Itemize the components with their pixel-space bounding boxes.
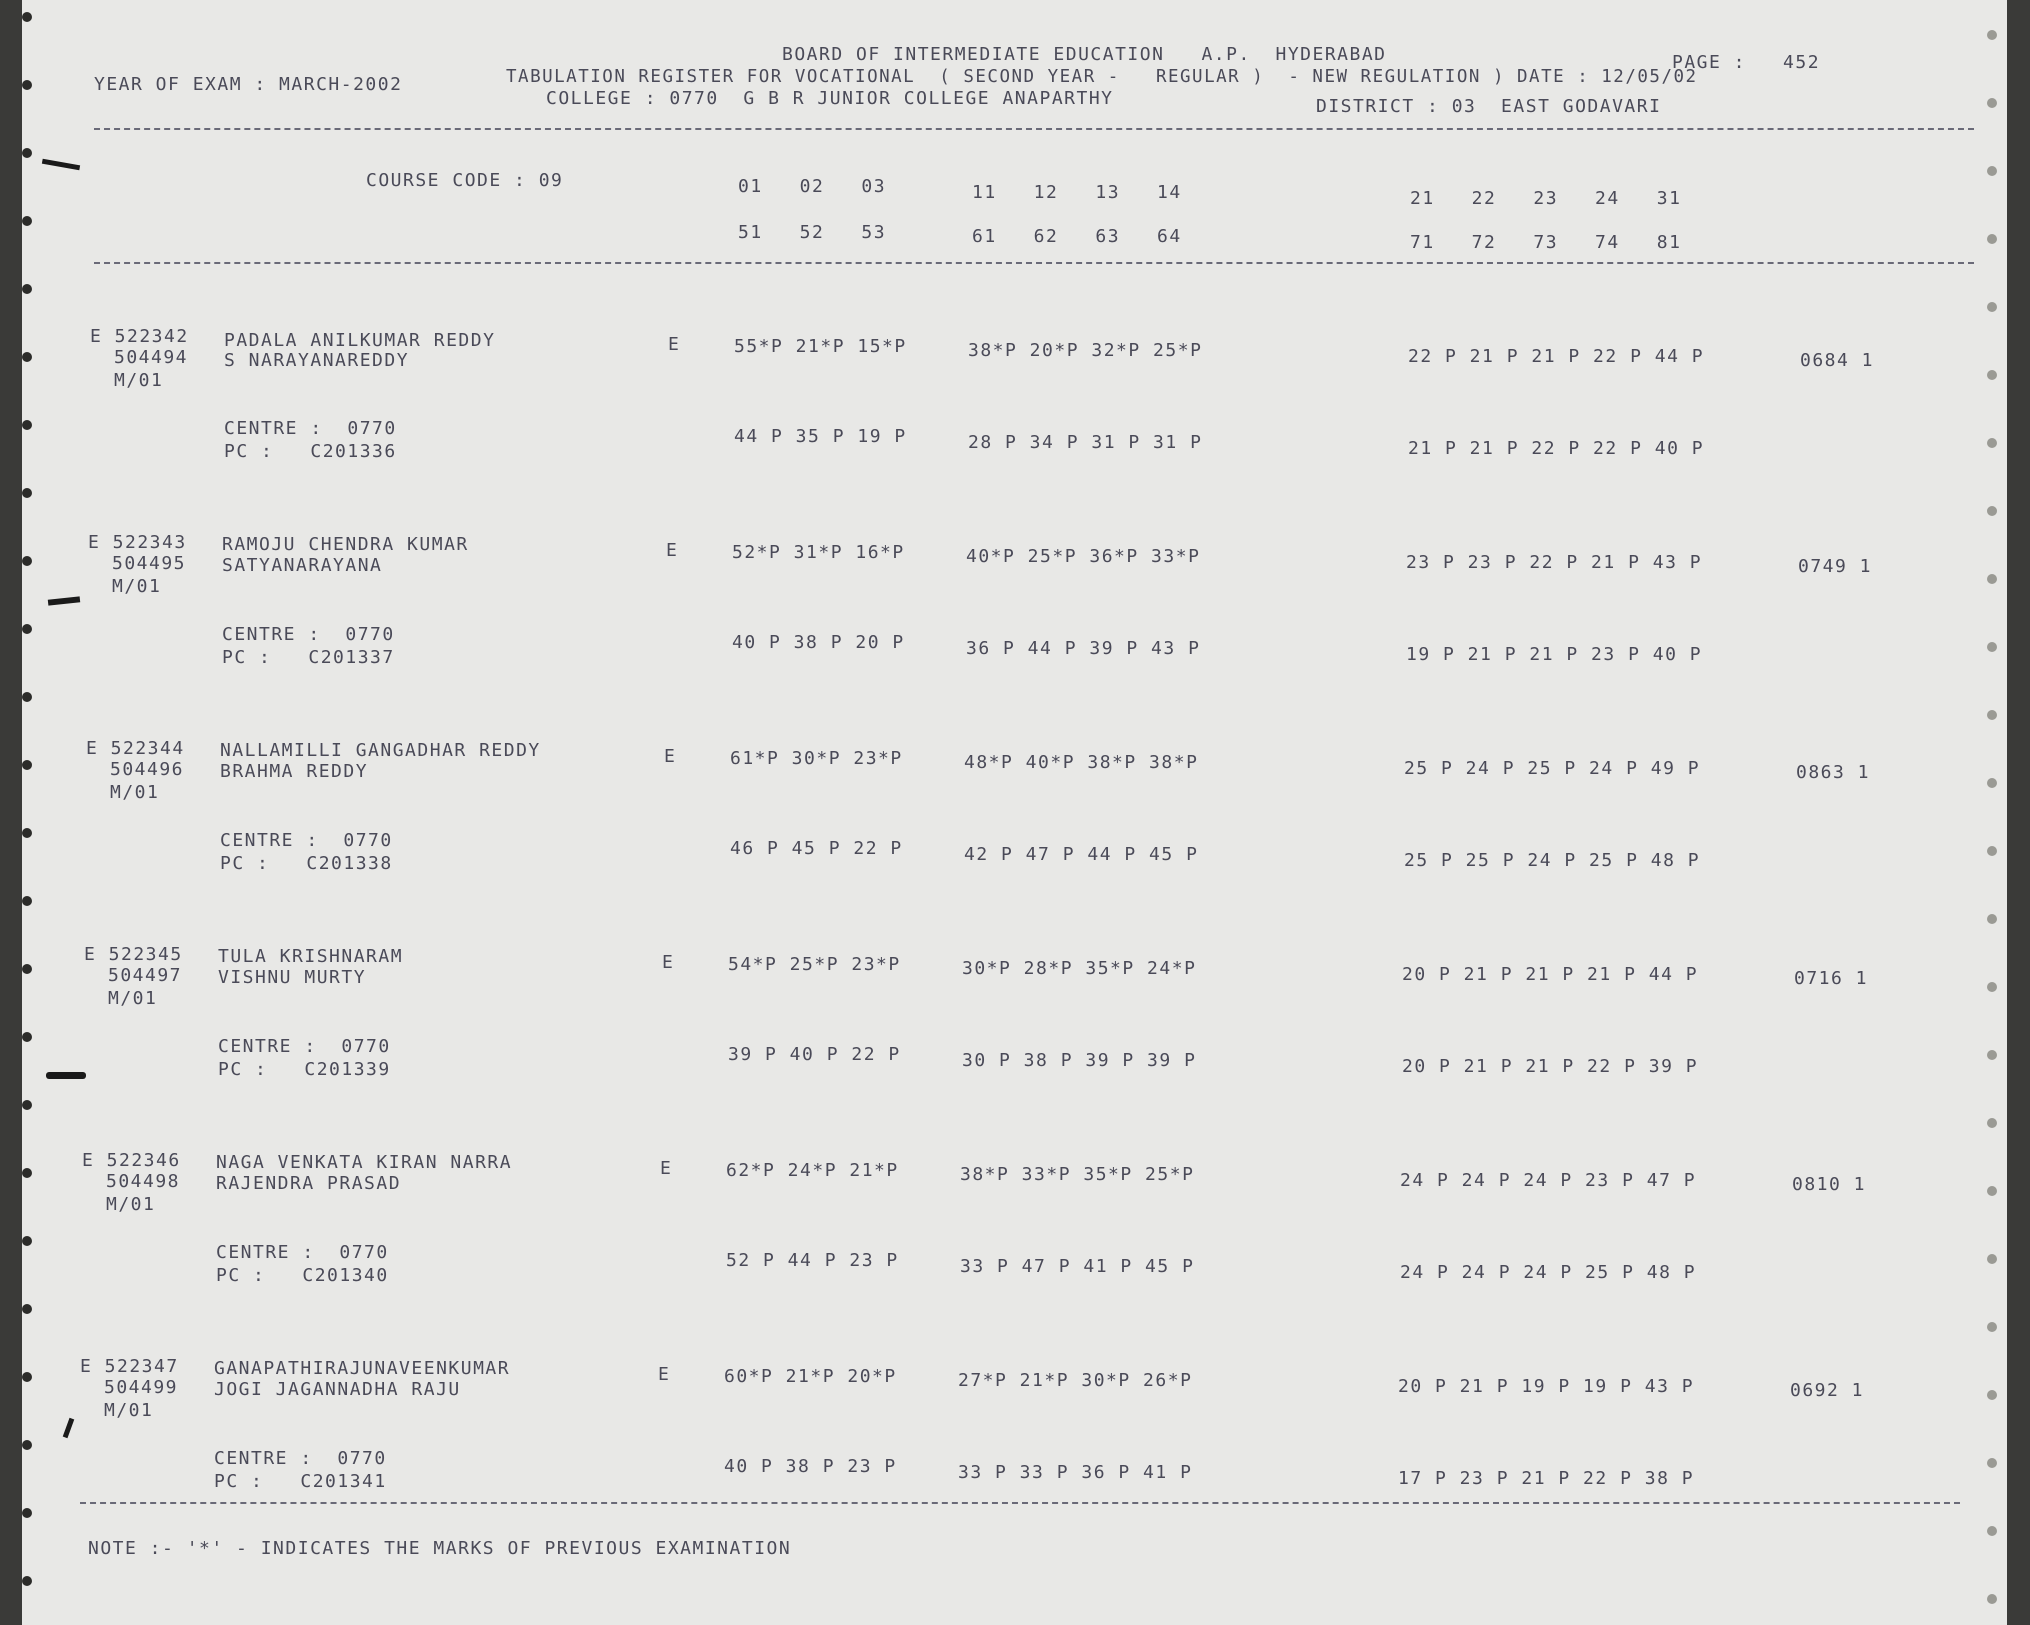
marks-attempt2-group2: 42 P 47 P 44 P 45 P (964, 844, 1199, 865)
page-number: PAGE : 452 (1672, 52, 1821, 73)
feed-hole (1987, 438, 1997, 448)
student-roll: 504494 (114, 347, 189, 368)
marks-attempt2-group3: 20 P 21 P 21 P 22 P 39 P (1402, 1056, 1699, 1077)
marks-attempt1-group3: 20 P 21 P 21 P 21 P 44 P (1402, 964, 1699, 985)
student-group: M/01 (104, 1400, 154, 1421)
binding-hole (22, 692, 32, 702)
binding-hole (22, 964, 32, 974)
feed-hole (1987, 1594, 1997, 1604)
total-marks: 0716 1 (1794, 968, 1869, 989)
medium: E (666, 540, 679, 561)
marks-attempt1-group2: 38*P 20*P 32*P 25*P (968, 340, 1203, 361)
pc-code: PC : C201336 (224, 441, 397, 462)
marks-attempt2-group3: 19 P 21 P 21 P 23 P 40 P (1406, 644, 1703, 665)
student-name: RAMOJU CHENDRA KUMAR (222, 534, 469, 555)
student-name: NALLAMILLI GANGADHAR REDDY (220, 740, 541, 761)
student-id: E 522344 (86, 738, 185, 759)
header-divider (94, 128, 1974, 130)
marks-attempt2-group1: 39 P 40 P 22 P (728, 1044, 901, 1065)
register-title: TABULATION REGISTER FOR VOCATIONAL ( SECOND YEAR - REGULAR ) - NEW REGULATION ) DATE : 12/05/02 (506, 67, 1698, 87)
marks-attempt2-group3: 24 P 24 P 24 P 25 P 48 P (1400, 1262, 1697, 1283)
father-name: SATYANARAYANA (222, 555, 383, 576)
marks-attempt2-group2: 36 P 44 P 39 P 43 P (966, 638, 1201, 659)
column-codes-row1-group2: 11 12 13 14 (972, 182, 1182, 203)
feed-hole (1987, 914, 1997, 924)
binding-hole (22, 1372, 32, 1382)
marks-attempt2-group3: 25 P 25 P 24 P 25 P 48 P (1404, 850, 1701, 871)
marks-attempt1-group1: 61*P 30*P 23*P (730, 748, 903, 769)
binding-hole (22, 760, 32, 770)
binding-hole (22, 148, 32, 158)
binding-hole (22, 896, 32, 906)
board-title: BOARD OF INTERMEDIATE EDUCATION A.P. HYDERABAD (782, 44, 1387, 65)
father-name: S NARAYANAREDDY (224, 350, 410, 371)
marks-attempt1-group1: 62*P 24*P 21*P (726, 1160, 899, 1181)
marks-attempt2-group3: 17 P 23 P 21 P 22 P 38 P (1398, 1468, 1695, 1489)
student-name: PADALA ANILKUMAR REDDY (224, 330, 496, 351)
binding-hole (22, 420, 32, 430)
centre-code: CENTRE : 0770 (222, 624, 395, 645)
father-name: JOGI JAGANNADHA RAJU (214, 1379, 461, 1400)
student-id: E 522342 (90, 326, 189, 347)
marks-attempt1-group1: 54*P 25*P 23*P (728, 954, 901, 975)
pc-code: PC : C201337 (222, 647, 395, 668)
feed-hole (1987, 302, 1997, 312)
college-info: COLLEGE : 0770 G B R JUNIOR COLLEGE ANAPARTHY (546, 88, 1114, 109)
binding-hole (22, 488, 32, 498)
feed-hole (1987, 1186, 1997, 1196)
feed-hole (1987, 1526, 1997, 1536)
column-codes-row1-group1: 01 02 03 (738, 176, 887, 197)
father-name: BRAHMA REDDY (220, 761, 369, 782)
marks-attempt1-group2: 40*P 25*P 36*P 33*P (966, 546, 1201, 567)
student-roll: 504498 (106, 1171, 181, 1192)
feed-hole (1987, 982, 1997, 992)
tabulation-register-sheet (22, 0, 2007, 1625)
student-group: M/01 (114, 370, 164, 391)
column-header-divider (94, 262, 1974, 264)
pc-code: PC : C201341 (214, 1471, 387, 1492)
student-id: E 522346 (82, 1150, 181, 1171)
binding-hole (22, 1508, 32, 1518)
feed-hole (1987, 1118, 1997, 1128)
marks-attempt2-group1: 40 P 38 P 23 P (724, 1456, 897, 1477)
total-marks: 0863 1 (1796, 762, 1871, 783)
ink-mark (48, 596, 80, 605)
binding-hole (22, 284, 32, 294)
student-id: E 522347 (80, 1356, 179, 1377)
feed-hole (1987, 30, 1997, 40)
binding-hole (22, 80, 32, 90)
binding-hole (22, 12, 32, 22)
feed-hole (1987, 1322, 1997, 1332)
marks-attempt1-group2: 30*P 28*P 35*P 24*P (962, 958, 1197, 979)
pc-code: PC : C201340 (216, 1265, 389, 1286)
binding-hole (22, 624, 32, 634)
total-marks: 0810 1 (1792, 1174, 1867, 1195)
feed-hole (1987, 1390, 1997, 1400)
binding-hole (22, 1304, 32, 1314)
binding-hole (22, 828, 32, 838)
total-marks: 0749 1 (1798, 556, 1873, 577)
father-name: VISHNU MURTY (218, 967, 367, 988)
marks-attempt2-group1: 40 P 38 P 20 P (732, 632, 905, 653)
centre-code: CENTRE : 0770 (224, 418, 397, 439)
column-codes-row1-group3: 21 22 23 24 31 (1410, 188, 1682, 209)
marks-attempt1-group1: 60*P 21*P 20*P (724, 1366, 897, 1387)
feed-hole (1987, 1458, 1997, 1468)
student-id: E 522345 (84, 944, 183, 965)
marks-attempt2-group2: 28 P 34 P 31 P 31 P (968, 432, 1203, 453)
marks-attempt1-group2: 27*P 21*P 30*P 26*P (958, 1370, 1193, 1391)
medium: E (662, 952, 675, 973)
marks-attempt1-group3: 23 P 23 P 22 P 21 P 43 P (1406, 552, 1703, 573)
feed-hole (1987, 710, 1997, 720)
total-marks: 0692 1 (1790, 1380, 1865, 1401)
medium: E (668, 334, 681, 355)
binding-hole (22, 352, 32, 362)
student-id: E 522343 (88, 532, 187, 553)
student-roll: 504496 (110, 759, 185, 780)
feed-hole (1987, 642, 1997, 652)
marks-attempt2-group1: 52 P 44 P 23 P (726, 1250, 899, 1271)
binding-hole (22, 216, 32, 226)
column-codes-row2-group2: 61 62 63 64 (972, 226, 1182, 247)
student-name: NAGA VENKATA KIRAN NARRA (216, 1152, 513, 1173)
feed-hole (1987, 574, 1997, 584)
marks-attempt2-group2: 33 P 33 P 36 P 41 P (958, 1462, 1193, 1483)
student-group: M/01 (112, 576, 162, 597)
year-of-exam: YEAR OF EXAM : MARCH-2002 (94, 74, 403, 95)
student-group: M/01 (106, 1194, 156, 1215)
marks-attempt1-group3: 22 P 21 P 21 P 22 P 44 P (1408, 346, 1705, 367)
feed-hole (1987, 506, 1997, 516)
feed-hole (1987, 370, 1997, 380)
student-roll: 504495 (112, 553, 187, 574)
feed-hole (1987, 234, 1997, 244)
medium: E (660, 1158, 673, 1179)
feed-hole (1987, 778, 1997, 788)
binding-hole (22, 1440, 32, 1450)
marks-attempt1-group1: 52*P 31*P 16*P (732, 542, 905, 563)
binding-hole (22, 556, 32, 566)
column-codes-row2-group1: 51 52 53 (738, 222, 887, 243)
footnote: NOTE :- '*' - INDICATES THE MARKS OF PREVIOUS EXAMINATION (88, 1538, 792, 1559)
binding-hole (22, 1576, 32, 1586)
centre-code: CENTRE : 0770 (216, 1242, 389, 1263)
student-group: M/01 (108, 988, 158, 1009)
student-name: TULA KRISHNARAM (218, 946, 404, 967)
student-roll: 504499 (104, 1377, 179, 1398)
binding-hole (22, 1032, 32, 1042)
student-name: GANAPATHIRAJUNAVEENKUMAR (214, 1358, 511, 1379)
course-code: COURSE CODE : 09 (366, 170, 564, 191)
column-codes-row2-group3: 71 72 73 74 81 (1410, 232, 1682, 253)
feed-hole (1987, 1050, 1997, 1060)
ink-mark (42, 159, 80, 171)
binding-hole (22, 1236, 32, 1246)
marks-attempt1-group2: 48*P 40*P 38*P 38*P (964, 752, 1199, 773)
student-group: M/01 (110, 782, 160, 803)
pc-code: PC : C201339 (218, 1059, 391, 1080)
centre-code: CENTRE : 0770 (214, 1448, 387, 1469)
marks-attempt1-group3: 20 P 21 P 19 P 19 P 43 P (1398, 1376, 1695, 1397)
total-marks: 0684 1 (1800, 350, 1875, 371)
marks-attempt1-group3: 24 P 24 P 24 P 23 P 47 P (1400, 1170, 1697, 1191)
feed-hole (1987, 98, 1997, 108)
marks-attempt2-group1: 46 P 45 P 22 P (730, 838, 903, 859)
centre-code: CENTRE : 0770 (218, 1036, 391, 1057)
binding-hole (22, 1168, 32, 1178)
marks-attempt1-group3: 25 P 24 P 25 P 24 P 49 P (1404, 758, 1701, 779)
marks-attempt2-group2: 30 P 38 P 39 P 39 P (962, 1050, 1197, 1071)
marks-attempt1-group1: 55*P 21*P 15*P (734, 336, 907, 357)
marks-attempt2-group3: 21 P 21 P 22 P 22 P 40 P (1408, 438, 1705, 459)
footer-divider (80, 1502, 1960, 1504)
marks-attempt2-group1: 44 P 35 P 19 P (734, 426, 907, 447)
marks-attempt1-group2: 38*P 33*P 35*P 25*P (960, 1164, 1195, 1185)
medium: E (658, 1364, 671, 1385)
pc-code: PC : C201338 (220, 853, 393, 874)
ink-mark (63, 1418, 75, 1439)
centre-code: CENTRE : 0770 (220, 830, 393, 851)
marks-attempt2-group2: 33 P 47 P 41 P 45 P (960, 1256, 1195, 1277)
student-roll: 504497 (108, 965, 183, 986)
binding-hole (22, 1100, 32, 1110)
father-name: RAJENDRA PRASAD (216, 1173, 402, 1194)
medium: E (664, 746, 677, 767)
ink-mark (46, 1072, 86, 1079)
feed-hole (1987, 846, 1997, 856)
district-info: DISTRICT : 03 EAST GODAVARI (1316, 96, 1662, 117)
feed-hole (1987, 166, 1997, 176)
feed-hole (1987, 1254, 1997, 1264)
